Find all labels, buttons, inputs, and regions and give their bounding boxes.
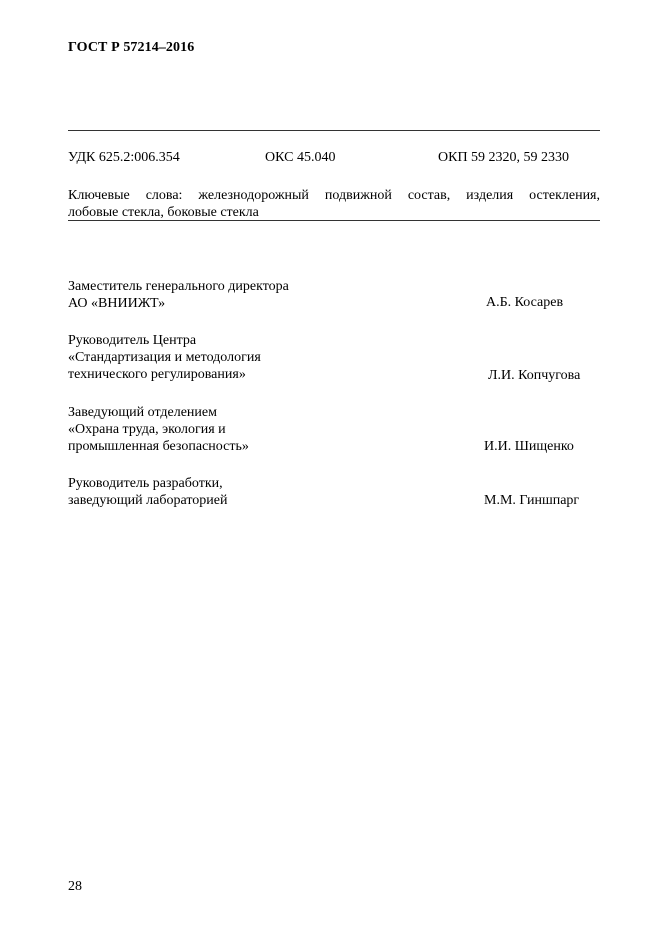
signatory-title-line: технического регулирования» [68,367,246,382]
top-divider [68,130,600,131]
signatory-name: И.И. Шищенко [484,439,574,454]
keywords-block [68,187,600,221]
signatory-title-line: Заместитель генерального директора [68,279,289,294]
keywords-line-2: лобовые стекла, боковые стекла [68,205,259,220]
signatory-title-line: АО «ВНИИЖТ» [68,296,166,311]
signatory-name: М.М. Гиншпарг [484,493,580,508]
signatory-name: Л.И. Копчугова [488,368,581,383]
okp-code: ОКП 59 2320, 59 2330 [438,150,570,165]
signatory-name: А.Б. Косарев [486,295,564,310]
bottom-divider [68,220,600,221]
signatory-title-line: «Стандартизация и методология [68,350,261,365]
signatory-title [68,475,227,509]
signatory-title-line: заведующий лабораторией [68,493,228,508]
signatory-title [68,332,261,383]
signatory-title-line: Заведующий отделением [68,405,217,420]
signatory-title [68,404,249,455]
signatory-title [68,278,289,312]
page-number: 28 [68,879,82,894]
oks-code: ОКС 45.040 [265,150,336,165]
signatory-title-line: промышленная безопасность» [68,439,249,454]
signatory-title-line: «Охрана труда, экология и [68,422,226,437]
document-header: ГОСТ Р 57214–2016 [68,40,195,55]
signatory-title-line: Руководитель Центра [68,333,197,348]
keywords-line-1: Ключевые слова: железнодорожный подвижной состав, изделия остекления, [68,188,600,203]
signatory-title-line: Руководитель разработки, [68,476,223,491]
udk-code: УДК 625.2:006.354 [68,150,180,165]
